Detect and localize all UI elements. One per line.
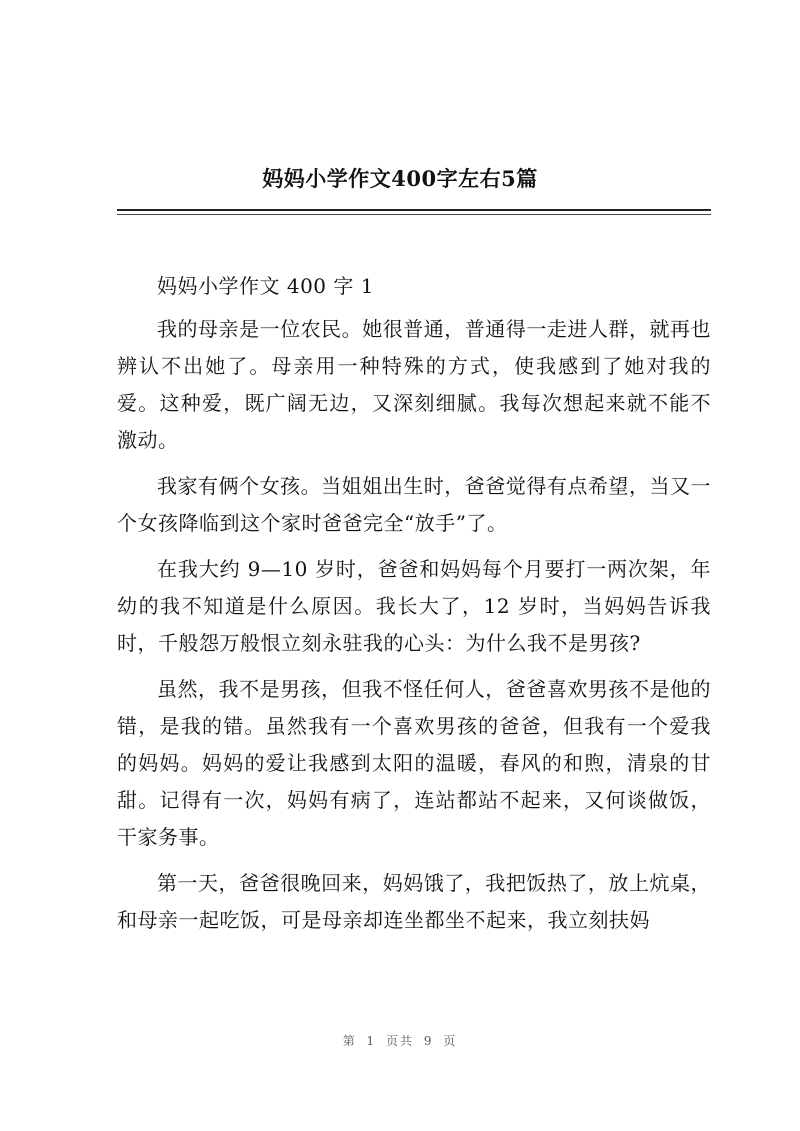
document-body	[117, 268, 711, 948]
paragraph: 我家有俩个女孩。当姐姐出生时，爸爸觉得有点希望，当又一个女孩降临到这个家时爸爸完全“放手”了。	[117, 474, 711, 535]
title-divider-thin	[117, 214, 711, 215]
paragraph: 我的母亲是一位农民。她很普通，普通得一走进人群，就再也辨认不出她了。母亲用一种特殊的方式，使我感到了她对我的爱。这种爱，既广阔无边，又深刻细腻。我每次想起来就不能不激动。	[117, 317, 711, 452]
title-divider	[117, 209, 711, 211]
section-subtitle: 妈妈小学作文 400 字 1	[157, 274, 374, 298]
page-number-footer: 第 1 页共 9 页	[342, 1034, 458, 1048]
document-title: 妈妈小学作文400字左右5篇	[262, 166, 538, 191]
paragraph: 在我大约 9—10 岁时，爸爸和妈妈每个月要打一两次架，年幼的我不知道是什么原因。我长大了，12 岁时，当妈妈告诉我时，千般怨万般恨立刻永驻我的心头：为什么我不是男孩?	[117, 557, 711, 655]
paragraph: 虽然，我不是男孩，但我不怪任何人，爸爸喜欢男孩不是他的错，是我的错。虽然我有一个喜欢男孩的爸爸，但我有一个爱我的妈妈。妈妈的爱让我感到太阳的温暖，春风的和煦，清泉的甘甜。记得有一次，妈妈有病了，连站都站不起来，又何谈做饭，干家务事。	[117, 677, 711, 849]
paragraph: 第一天，爸爸很晚回来，妈妈饿了，我把饭热了，放上炕桌，和母亲一起吃饭，可是母亲却连坐都坐不起来，我立刻扶妈	[117, 871, 711, 932]
